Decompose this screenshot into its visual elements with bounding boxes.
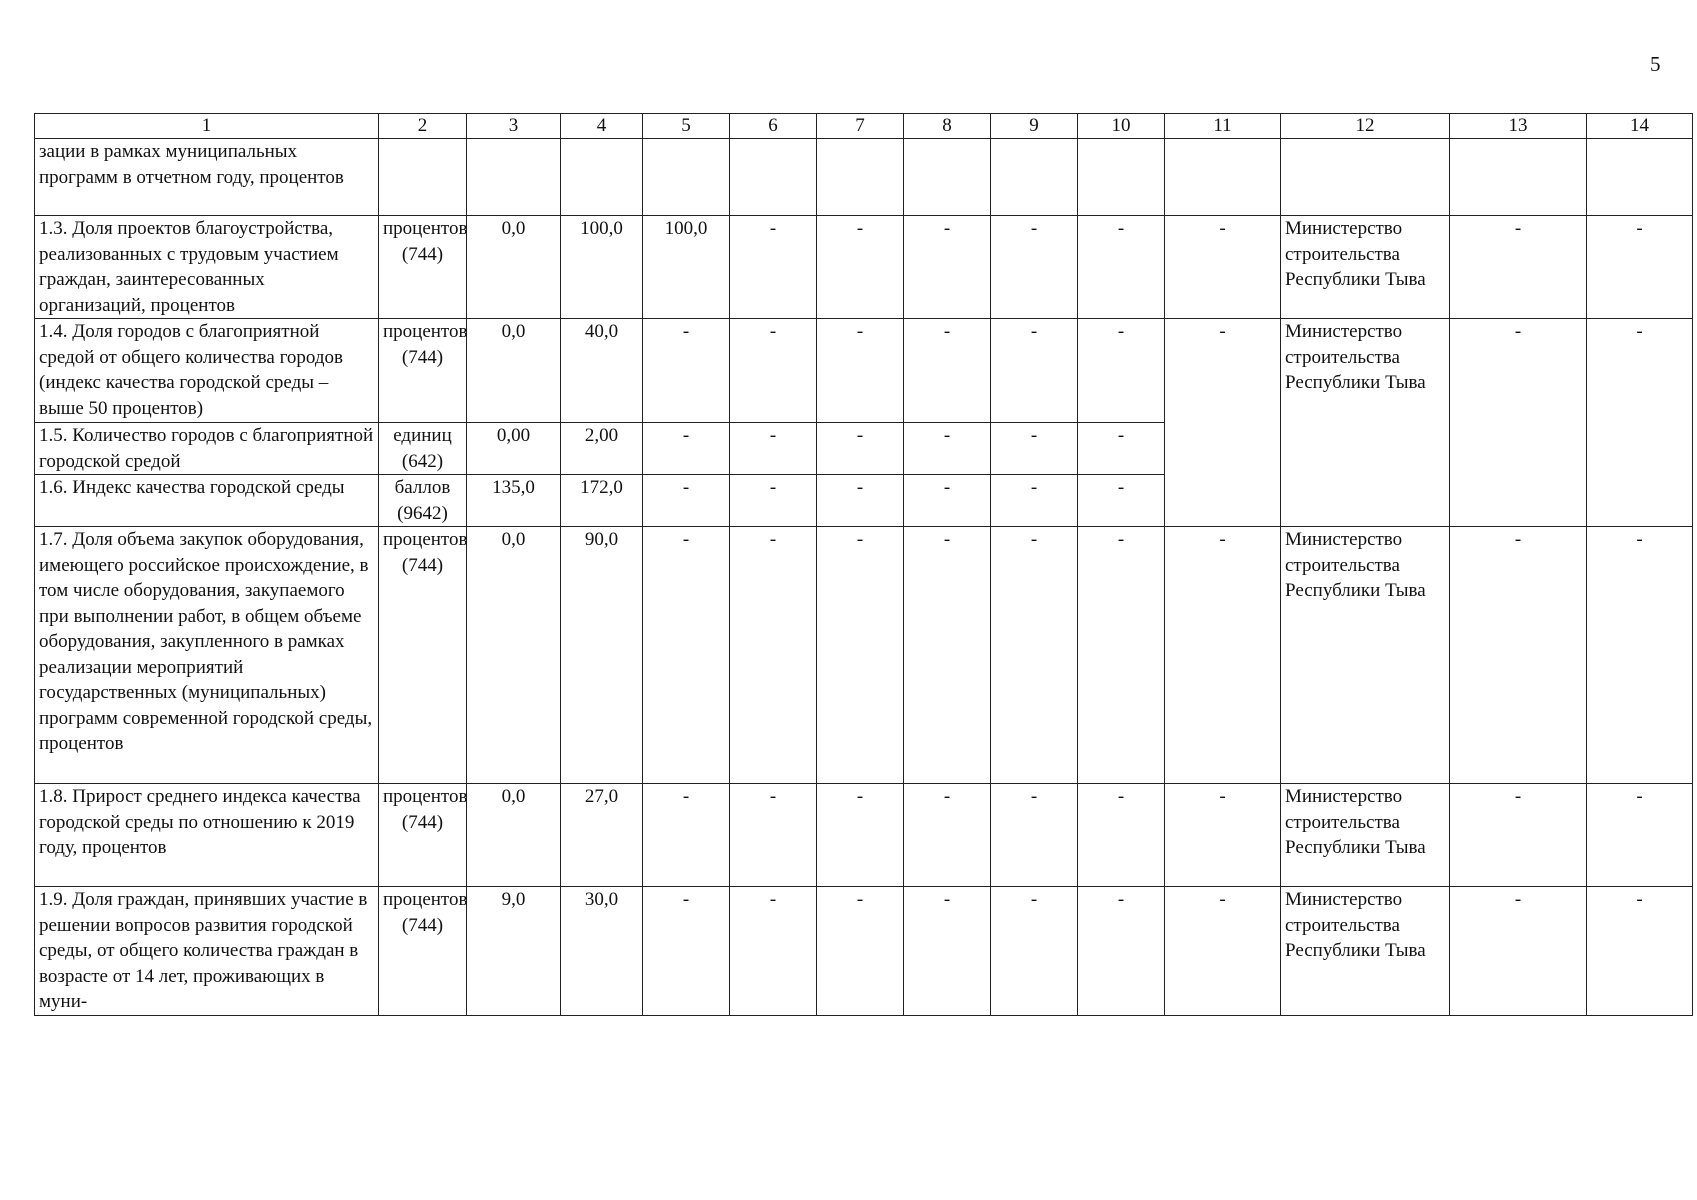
table-row — [35, 216, 1693, 319]
header-cell: 14 — [1587, 114, 1693, 139]
value-cell: - — [817, 475, 904, 527]
unit-cell — [379, 139, 467, 216]
value-cell: 9,0 — [467, 887, 561, 1016]
value-cell: - — [817, 784, 904, 887]
value-cell — [643, 139, 730, 216]
responsible-cell: Министерство строительства Республики Тыва — [1281, 319, 1450, 527]
value-cell: 0,0 — [467, 216, 561, 319]
value-cell: - — [1587, 784, 1693, 887]
indicator-name: 1.7. Доля объема закупок оборудования, имеющего российское происхождение, в том числе оборудования, закупаемого при выполнении работ, в общем объеме оборудования, закупленного в рамках реализации мероприятий государственных (муниципальных) программ современной городской среды, процентов — [35, 527, 379, 784]
indicator-name: 1.6. Индекс качества городской среды — [35, 475, 379, 527]
header-cell: 9 — [991, 114, 1078, 139]
value-cell: - — [730, 423, 817, 475]
value-cell — [1450, 139, 1587, 216]
value-cell: - — [1078, 887, 1165, 1016]
header-cell: 10 — [1078, 114, 1165, 139]
indicator-name: 1.3. Доля проектов благоустройства, реализованных с трудовым участием граждан, заинтересованных организаций, процентов — [35, 216, 379, 319]
value-cell: - — [991, 319, 1078, 423]
indicator-name: 1.8. Прирост среднего индекса качества городской среды по отношению к 2019 году, процентов — [35, 784, 379, 887]
table-row — [35, 527, 1693, 784]
value-cell: - — [643, 527, 730, 784]
value-cell: 100,0 — [643, 216, 730, 319]
value-cell: - — [1078, 527, 1165, 784]
header-cell: 11 — [1165, 114, 1281, 139]
indicator-name: 1.9. Доля граждан, принявших участие в решении вопросов развития городской среды, от общего количества граждан в возрасте от 14 лет, проживающих в муни- — [35, 887, 379, 1016]
value-cell: - — [730, 216, 817, 319]
header-cell: 1 — [35, 114, 379, 139]
header-cell: 7 — [817, 114, 904, 139]
value-cell — [904, 139, 991, 216]
value-cell: - — [1165, 784, 1281, 887]
unit-cell: процентов (744) — [379, 887, 467, 1016]
value-cell: - — [904, 887, 991, 1016]
value-cell — [730, 139, 817, 216]
value-cell: - — [904, 475, 991, 527]
header-cell: 2 — [379, 114, 467, 139]
unit-cell: процентов (744) — [379, 216, 467, 319]
value-cell: - — [1587, 319, 1693, 527]
header-cell: 4 — [561, 114, 643, 139]
value-cell: - — [817, 319, 904, 423]
responsible-cell — [1281, 139, 1450, 216]
value-cell — [991, 139, 1078, 216]
value-cell: - — [817, 216, 904, 319]
header-cell: 8 — [904, 114, 991, 139]
value-cell: - — [1450, 216, 1587, 319]
unit-cell: единиц (642) — [379, 423, 467, 475]
value-cell: 100,0 — [561, 216, 643, 319]
value-cell: - — [1587, 527, 1693, 784]
value-cell: - — [1587, 216, 1693, 319]
value-cell: - — [1078, 216, 1165, 319]
indicator-name: 1.4. Доля городов с благоприятной средой от общего количества городов (индекс качества городской среды – выше 50 процентов) — [35, 319, 379, 423]
value-cell: - — [904, 784, 991, 887]
value-cell: 40,0 — [561, 319, 643, 423]
value-cell: 90,0 — [561, 527, 643, 784]
value-cell — [1165, 139, 1281, 216]
indicator-name: 1.5. Количество городов с благоприятной городской средой — [35, 423, 379, 475]
header-cell: 12 — [1281, 114, 1450, 139]
value-cell: 2,00 — [561, 423, 643, 475]
indicator-name: зации в рамках муниципальных программ в отчетном году, процентов — [35, 139, 379, 216]
value-cell: - — [643, 423, 730, 475]
value-cell: 135,0 — [467, 475, 561, 527]
responsible-cell: Министерство строительства Республики Тыва — [1281, 527, 1450, 784]
value-cell: 0,00 — [467, 423, 561, 475]
value-cell: - — [1587, 887, 1693, 1016]
value-cell: - — [817, 887, 904, 1016]
table-row — [35, 319, 1693, 423]
value-cell: 0,0 — [467, 319, 561, 423]
value-cell: 30,0 — [561, 887, 643, 1016]
header-row — [35, 114, 1693, 139]
value-cell — [561, 139, 643, 216]
value-cell: - — [1450, 887, 1587, 1016]
value-cell: - — [991, 475, 1078, 527]
value-cell: - — [730, 527, 817, 784]
value-cell: - — [1165, 216, 1281, 319]
value-cell: - — [643, 319, 730, 423]
value-cell: - — [1078, 319, 1165, 423]
value-cell: - — [991, 423, 1078, 475]
value-cell: - — [1078, 784, 1165, 887]
table-row — [35, 887, 1693, 1016]
value-cell: - — [991, 887, 1078, 1016]
value-cell: - — [904, 216, 991, 319]
unit-cell: процентов (744) — [379, 784, 467, 887]
value-cell: - — [643, 784, 730, 887]
header-cell: 13 — [1450, 114, 1587, 139]
value-cell: - — [904, 423, 991, 475]
header-cell: 3 — [467, 114, 561, 139]
value-cell: - — [1165, 887, 1281, 1016]
value-cell — [467, 139, 561, 216]
value-cell — [1078, 139, 1165, 216]
unit-cell: процентов (744) — [379, 527, 467, 784]
header-cell: 5 — [643, 114, 730, 139]
value-cell: - — [991, 527, 1078, 784]
responsible-cell: Министерство строительства Республики Тыва — [1281, 887, 1450, 1016]
value-cell: - — [904, 319, 991, 423]
value-cell: 0,0 — [467, 784, 561, 887]
responsible-cell: Министерство строительства Республики Тыва — [1281, 784, 1450, 887]
table-row — [35, 784, 1693, 887]
value-cell: - — [1450, 319, 1587, 527]
value-cell: 0,0 — [467, 527, 561, 784]
value-cell: - — [817, 423, 904, 475]
value-cell — [817, 139, 904, 216]
unit-cell: баллов (9642) — [379, 475, 467, 527]
value-cell: - — [817, 527, 904, 784]
responsible-cell: Министерство строительства Республики Тыва — [1281, 216, 1450, 319]
value-cell: - — [1078, 475, 1165, 527]
value-cell: - — [1165, 527, 1281, 784]
indicator-table — [34, 113, 1693, 1016]
value-cell: - — [1450, 784, 1587, 887]
value-cell: - — [730, 887, 817, 1016]
value-cell: - — [904, 527, 991, 784]
table-row — [35, 139, 1693, 216]
value-cell: - — [730, 475, 817, 527]
unit-cell: процентов (744) — [379, 319, 467, 423]
value-cell: - — [643, 887, 730, 1016]
page-number: 5 — [1650, 52, 1661, 76]
value-cell: 27,0 — [561, 784, 643, 887]
header-cell: 6 — [730, 114, 817, 139]
value-cell: 172,0 — [561, 475, 643, 527]
value-cell: - — [991, 216, 1078, 319]
value-cell: - — [730, 319, 817, 423]
value-cell: - — [1078, 423, 1165, 475]
value-cell: - — [1165, 319, 1281, 527]
value-cell — [1587, 139, 1693, 216]
value-cell: - — [1450, 527, 1587, 784]
value-cell: - — [643, 475, 730, 527]
value-cell: - — [730, 784, 817, 887]
value-cell: - — [991, 784, 1078, 887]
